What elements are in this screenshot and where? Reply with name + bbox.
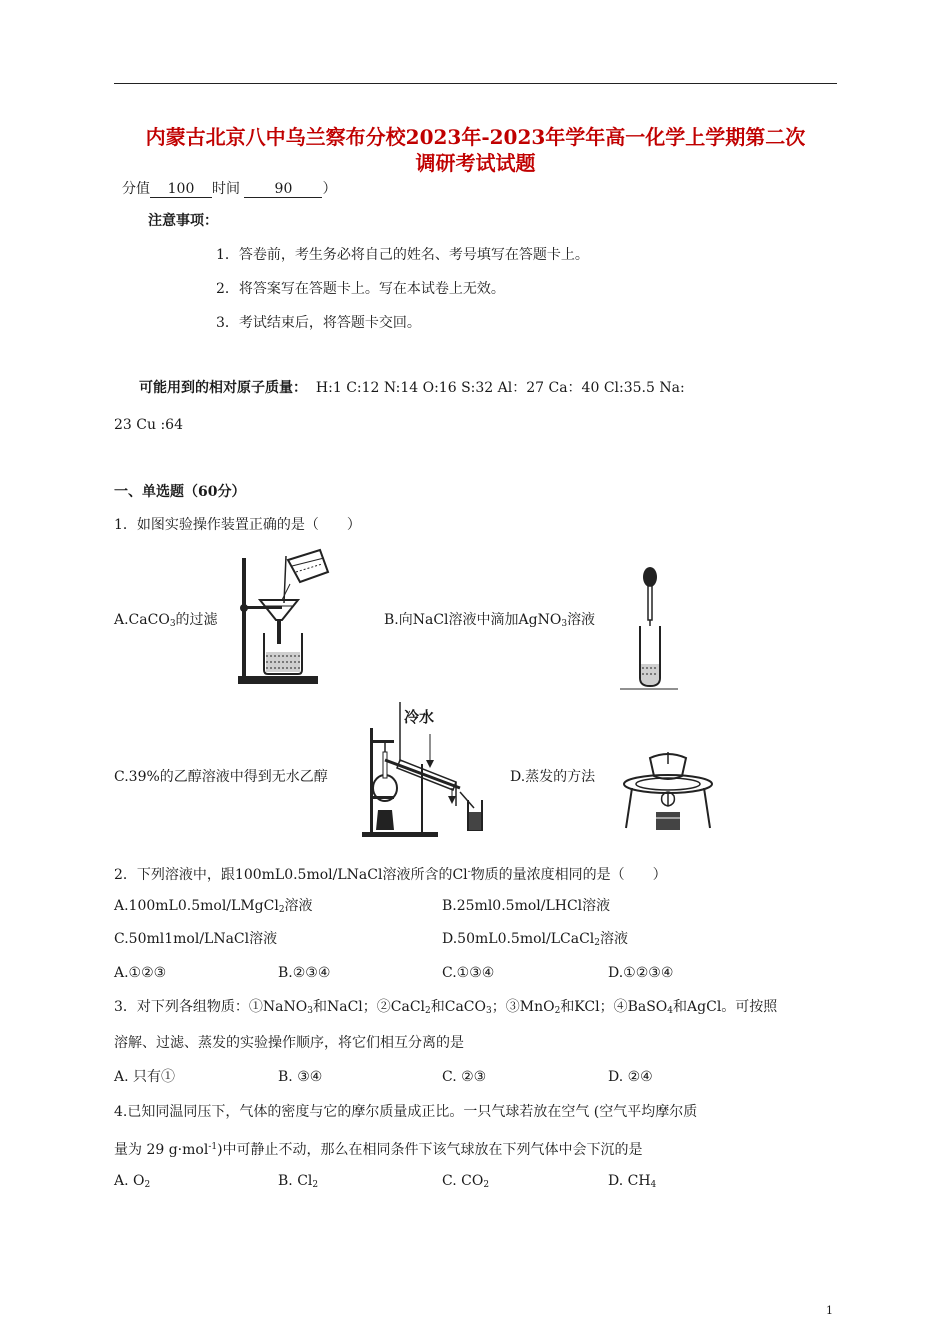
atomic-mass-label: 可能用到的相对原子质量： <box>139 380 307 396</box>
q2-choice-b: B.②③④ <box>278 965 331 981</box>
q2-stem: 2．下列溶液中，跟100mL0.5mol/LNaCl溶液所含的Cl-物质的量浓度相同的是（ ） <box>114 867 667 883</box>
q4-choice-a: A. $O_2$ <box>114 1173 151 1190</box>
q1-option-d: D.蒸发的方法 <box>510 769 596 785</box>
score-label: 分值 <box>122 181 150 197</box>
q2-item-d: D.50mL0.5mol/LCaCl$_2$溶液 <box>442 931 629 948</box>
q2-item-a: A.100mL0.5mol/LMgCl$_2$溶液 <box>114 898 313 915</box>
time-label: 时间 <box>212 181 240 197</box>
notice-item-2: 2．将答案写在答题卡上。写在本试卷上无效。 <box>216 281 505 297</box>
q1-option-c: C.39%的乙醇溶液中得到无水乙醇 <box>114 769 328 785</box>
filtration-apparatus-figure <box>230 548 340 690</box>
q3-choice-d: D. ②④ <box>608 1069 653 1085</box>
q4-choice-c: C. $CO_2$ <box>442 1173 490 1190</box>
q2-item-c: C.50ml1mol/LNaCl溶液 <box>114 931 278 947</box>
q4-stem-line-2: 量为 29 g·mol$^{-1}$)中可静止不动，那么在相同条件下该气球放在下列气体中会下沉的是 <box>114 1142 643 1158</box>
q1-option-a: A.CaCO$_3$的过滤 <box>114 612 218 629</box>
paren-close: ） <box>322 181 337 197</box>
q4-choice-b: B. $Cl_2$ <box>278 1173 319 1190</box>
q3-stem-line-2: 溶解、过滤、蒸发的实验操作顺序，将它们相互分离的是 <box>114 1035 464 1051</box>
q2-item-b: B.25ml0.5mol/LHCl溶液 <box>442 898 611 914</box>
q1-stem: 1．如图实验操作装置正确的是（ ） <box>114 517 361 533</box>
q4-stem-line-1: 4.已知同温同压下，气体的密度与它的摩尔质量成正比。一只气球若放在空气 (空气平均摩尔质 <box>114 1104 698 1120</box>
q1-option-b: B.向NaCl溶液中滴加AgNO$_3$溶液 <box>384 612 596 629</box>
score-value: 100 <box>150 181 212 198</box>
cold-water-label: 冷水 <box>404 708 435 726</box>
q2-choice-c: C.①③④ <box>442 965 495 981</box>
notice-item-3: 3．考试结束后，将答题卡交回。 <box>216 315 421 331</box>
section-heading: 一、单选题（60分） <box>114 484 246 500</box>
score-time-line <box>122 180 336 198</box>
dropper-test-tube-figure <box>620 566 680 690</box>
header-rule <box>114 83 837 84</box>
q3-choice-b: B. ③④ <box>278 1069 323 1085</box>
page-number: 1 <box>826 1304 833 1317</box>
atomic-mass-values: H:1 C:12 N:14 O:16 S:32 Al：27 Ca：40 Cl:35.5 Na: <box>315 380 685 396</box>
q2-choice-a: A.①②③ <box>114 965 167 981</box>
q3-choice-c: C. ②③ <box>442 1069 487 1085</box>
q3-stem-line-1: 3．对下列各组物质：①NaNO$_3$和NaCl；②CaCl$_2$和CaCO$_3$；③MnO$_2$和KCl；④BaSO$_4$和AgCl。可按照 <box>114 999 778 1016</box>
notice-item-1: 1．答卷前，考生务必将自己的姓名、考号填写在答题卡上。 <box>216 247 589 263</box>
title-line-2: 调研考试试题 <box>415 151 536 175</box>
time-value: 90 <box>244 181 322 198</box>
title-line-1: 内蒙古北京八中乌兰察布分校2023年-2023年学年高一化学上学期第二次 <box>145 125 806 149</box>
notice-heading: 注意事项： <box>148 213 218 229</box>
atomic-mass-line-1 <box>139 379 685 397</box>
atomic-mass-line-2: 23 Cu :64 <box>114 417 183 433</box>
q4-choice-d: D. $CH_4$ <box>608 1173 657 1190</box>
q3-choice-a: A. 只有① <box>114 1069 176 1085</box>
evaporation-apparatus-figure <box>618 748 718 834</box>
q2-choice-d: D.①②③④ <box>608 965 674 981</box>
